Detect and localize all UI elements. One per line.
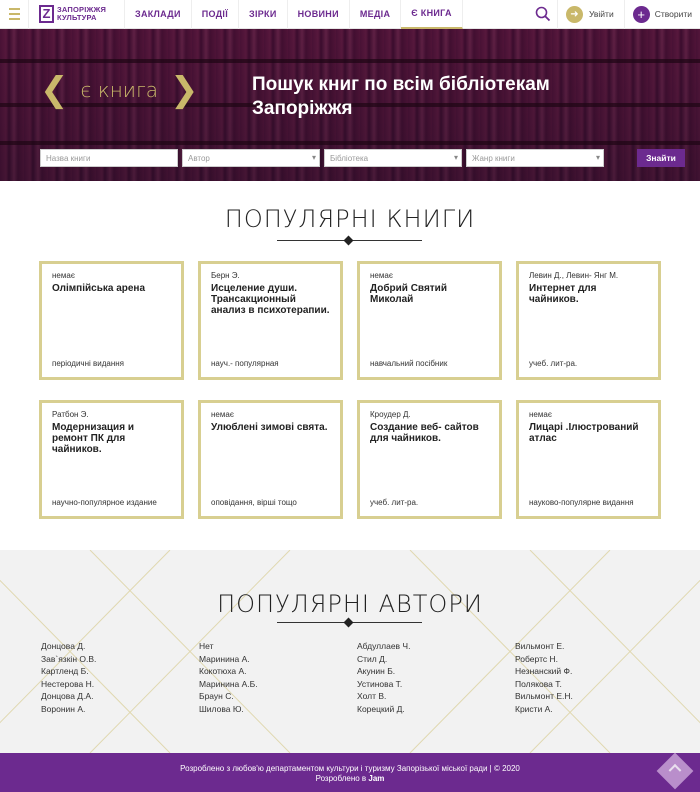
author-link[interactable]: Кристи А. bbox=[515, 703, 553, 714]
nav-item-ebook[interactable]: Є КНИГА bbox=[401, 0, 463, 29]
site-footer bbox=[0, 753, 700, 792]
author-link[interactable]: Акунин Б. bbox=[357, 666, 396, 677]
author-link[interactable]: Абдуллаев Ч. bbox=[357, 641, 411, 651]
book-title: Олімпійська арена bbox=[52, 283, 146, 294]
chevron-right-icon[interactable]: ❯ bbox=[170, 70, 199, 110]
author-link[interactable]: Вильмонт Е. bbox=[515, 641, 565, 651]
nav-item-events[interactable]: ПОДІЇ bbox=[192, 0, 239, 29]
section-divider bbox=[277, 618, 422, 628]
authors-column bbox=[515, 640, 573, 716]
shelf-line bbox=[0, 141, 700, 145]
logo-mark: Z bbox=[39, 5, 54, 23]
book-author: Берн Э. bbox=[211, 271, 240, 280]
book-title: Лицарі .Ілюстрований атлас bbox=[529, 422, 639, 444]
author-link[interactable]: Донцова Д.А. bbox=[41, 691, 94, 702]
arrow-right-icon: ➜ bbox=[566, 6, 583, 23]
book-kind: навчальний посібник bbox=[370, 359, 448, 368]
create-button[interactable] bbox=[625, 0, 700, 29]
book-author: немає bbox=[211, 410, 234, 419]
author-link[interactable]: Робертс Н. bbox=[515, 653, 558, 664]
find-button[interactable]: Знайти bbox=[637, 149, 685, 167]
book-name-input[interactable]: Назва книги bbox=[40, 149, 178, 167]
authors-column bbox=[357, 640, 410, 716]
book-author: Ратбон Э. bbox=[52, 410, 89, 419]
book-kind: учеб. лит-ра. bbox=[370, 498, 419, 507]
book-card[interactable] bbox=[39, 261, 184, 380]
author-link[interactable]: Устинова Т. bbox=[357, 678, 403, 689]
hero-banner bbox=[0, 29, 700, 181]
author-link[interactable]: Стил Д. bbox=[357, 653, 388, 664]
book-card[interactable] bbox=[357, 261, 502, 380]
book-kind: періодичні видання bbox=[52, 359, 125, 368]
footer-credits: Розроблено з любов'ю департаментом культури і туризму Запорізької міської ради | © 2020 bbox=[180, 764, 520, 773]
login-label: Увійти bbox=[588, 9, 614, 19]
book-author: Кроудер Д. bbox=[370, 410, 411, 419]
authors-column bbox=[41, 640, 96, 716]
author-link[interactable]: Шилова Ю. bbox=[199, 703, 244, 714]
author-link[interactable]: Нестерова Н. bbox=[41, 678, 95, 689]
book-author: Левин Д., Левин- Янг М. bbox=[529, 271, 619, 280]
nav-item-places[interactable]: ЗАКЛАДИ bbox=[125, 0, 192, 29]
book-kind: науково-популярне видання bbox=[529, 498, 634, 507]
book-title: Интернет для чайников. bbox=[529, 283, 597, 305]
section-divider bbox=[277, 236, 422, 246]
menu-icon[interactable] bbox=[0, 0, 29, 29]
search-icon[interactable] bbox=[530, 0, 558, 29]
nav-item-news[interactable]: НОВИНИ bbox=[288, 0, 350, 29]
book-title: Исцеление души. Трансакционный анализ в психотерапии. bbox=[211, 283, 330, 316]
author-link[interactable]: Картленд Б. bbox=[41, 666, 89, 677]
site-header bbox=[0, 0, 700, 29]
book-search-form bbox=[40, 149, 604, 167]
book-author: немає bbox=[529, 410, 552, 419]
author-link[interactable]: Нет bbox=[199, 641, 214, 651]
book-kind: науч.- популярная bbox=[211, 359, 279, 368]
hero-heading: Пошук книг по всім бібліотекам Запоріжжя bbox=[252, 74, 550, 119]
footer-made-in: Розроблено в bbox=[315, 774, 367, 783]
book-kind: оповідання, вірші тощо bbox=[211, 498, 297, 507]
author-link[interactable]: Маринина А. bbox=[199, 653, 250, 664]
author-link[interactable]: Вильмонт Е.Н. bbox=[515, 691, 573, 702]
popular-books-title: ПОПУЛЯРНІ КНИГИ bbox=[224, 205, 476, 233]
author-link[interactable]: Воронин А. bbox=[41, 703, 86, 714]
book-card[interactable] bbox=[357, 400, 502, 519]
author-link[interactable]: Донцова Д. bbox=[41, 641, 86, 651]
chevron-left-icon[interactable]: ❮ bbox=[40, 70, 69, 110]
popular-authors-title: ПОПУЛЯРНІ АВТОРИ bbox=[217, 590, 483, 618]
book-kind: учеб. лит-ра. bbox=[529, 359, 578, 368]
author-link[interactable]: Браун С. bbox=[199, 691, 234, 702]
author-link[interactable]: Незнанский Ф. bbox=[515, 666, 573, 677]
book-title: Улюблені зимові свята. bbox=[211, 422, 328, 433]
logo-line2: КУЛЬТУРА bbox=[57, 13, 97, 22]
book-title: Добрий Святий Миколай bbox=[370, 283, 447, 305]
author-link[interactable]: Маринина А.Б. bbox=[199, 678, 258, 689]
book-kind: научно-популярное издание bbox=[52, 498, 157, 507]
book-author: немає bbox=[52, 271, 75, 280]
authors-section bbox=[0, 550, 700, 753]
author-link[interactable]: Кокотюха А. bbox=[199, 666, 247, 677]
library-select[interactable]: Бібліотека ▾ bbox=[324, 149, 462, 167]
book-author: немає bbox=[370, 271, 393, 280]
site-logo[interactable] bbox=[29, 0, 125, 29]
author-link[interactable]: Полякова Т. bbox=[515, 678, 562, 689]
main-nav bbox=[125, 0, 463, 29]
book-card[interactable] bbox=[39, 400, 184, 519]
plus-icon: + bbox=[633, 6, 650, 23]
book-title: Модернизация и ремонт ПК для чайников. bbox=[52, 422, 134, 455]
book-card[interactable] bbox=[516, 400, 661, 519]
author-select[interactable]: Автор ▾ bbox=[182, 149, 320, 167]
authors-column bbox=[199, 640, 258, 716]
login-button[interactable] bbox=[558, 0, 625, 29]
nav-item-stars[interactable]: ЗІРКИ bbox=[239, 0, 288, 29]
book-title: Создание веб- сайтов для чайников. bbox=[370, 422, 479, 444]
hero-brand: є книга bbox=[80, 78, 159, 102]
create-label: Створити bbox=[654, 9, 692, 19]
book-card[interactable] bbox=[198, 400, 343, 519]
genre-select[interactable]: Жанр книги ▾ bbox=[466, 149, 604, 167]
logo-line1: ЗАПОРІЖЖЯ bbox=[57, 5, 107, 14]
author-link[interactable]: Зав`язкін О.В. bbox=[41, 653, 97, 664]
author-link[interactable]: Холт В. bbox=[357, 691, 387, 702]
shelf-line bbox=[0, 59, 700, 63]
author-link[interactable]: Корецкий Д. bbox=[357, 703, 405, 714]
decorative-lattice bbox=[0, 550, 700, 753]
footer-jam-link[interactable]: Jam bbox=[368, 774, 385, 783]
nav-item-media[interactable]: МЕДІА bbox=[350, 0, 401, 29]
book-card[interactable] bbox=[516, 261, 661, 380]
book-card[interactable] bbox=[198, 261, 343, 380]
